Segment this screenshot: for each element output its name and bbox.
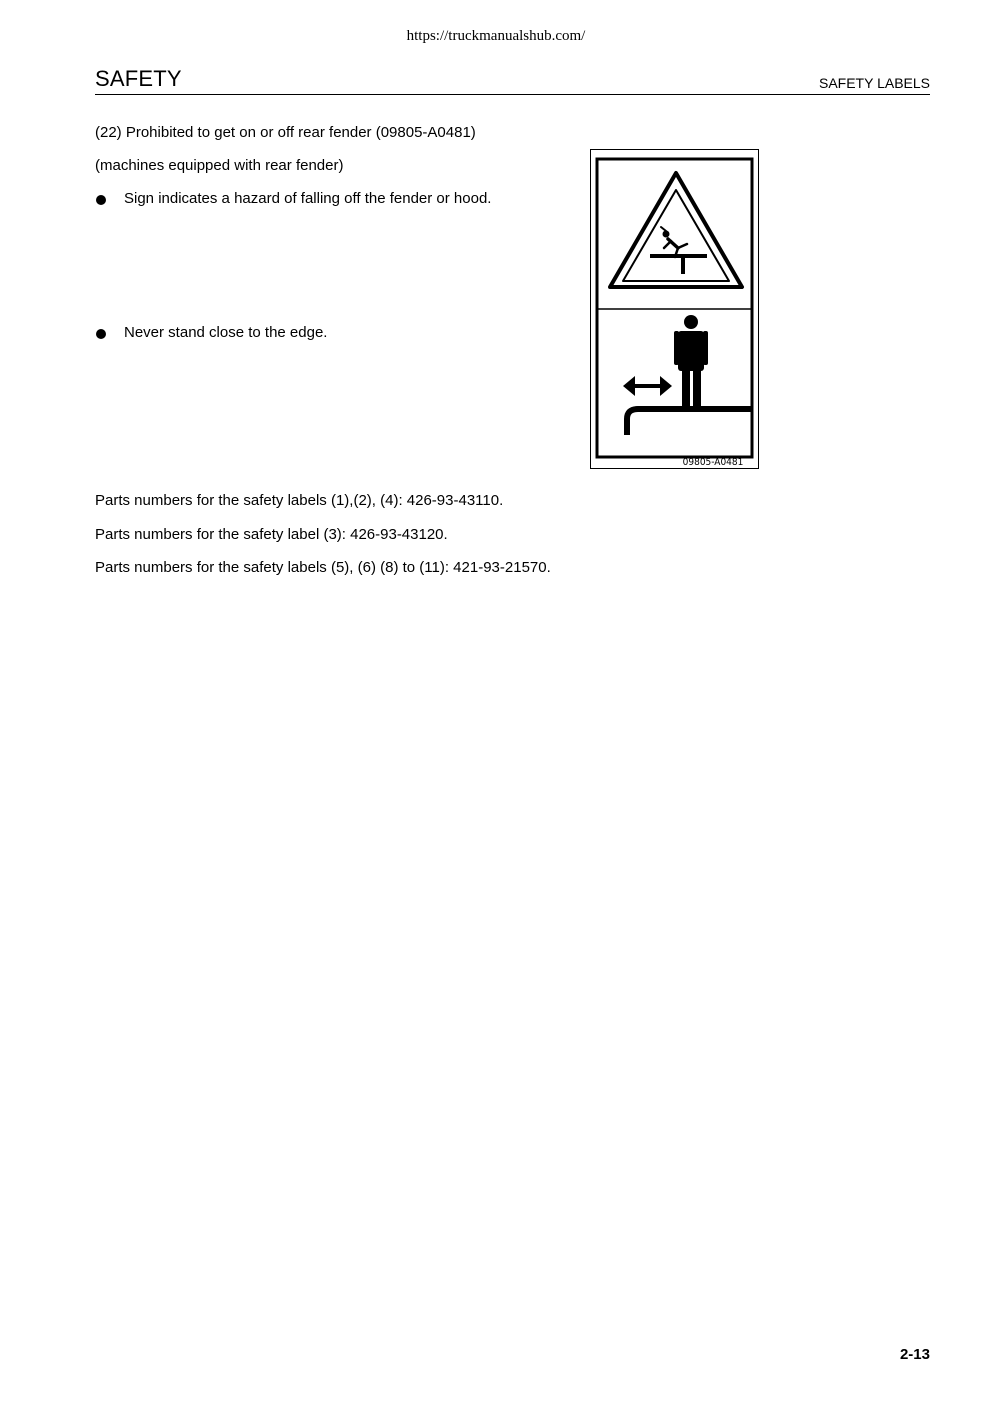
figure-code-label: 09805-A0481	[682, 457, 744, 468]
parts-line: Parts numbers for the safety labels (5), (6) (8) to (11): 421-93-21570.	[95, 559, 551, 576]
item-title: (22) Prohibited to get on or off rear fender (09805-A0481)	[95, 124, 476, 141]
subsection-title: SAFETY LABELS	[818, 75, 930, 91]
bullet-icon	[96, 195, 106, 205]
parts-line: Parts numbers for the safety labels (1),(2), (4): 426-93-43110.	[95, 492, 504, 509]
page-number: 2-13	[899, 1346, 930, 1363]
item-note: (machines equipped with rear fender)	[95, 157, 344, 174]
bullet-text: Sign indicates a hazard of falling off the fender or hood.	[124, 190, 492, 207]
parts-line: Parts numbers for the safety label (3): 426-93-43120.	[95, 526, 448, 543]
page-header	[95, 64, 930, 95]
safety-label-figure	[590, 149, 759, 469]
top-url: https://truckmanualshub.com/	[406, 28, 586, 44]
section-title: SAFETY	[95, 66, 182, 91]
label-border	[597, 159, 752, 457]
bullet-text: Never stand close to the edge.	[124, 324, 328, 341]
bullet-icon	[96, 329, 106, 339]
